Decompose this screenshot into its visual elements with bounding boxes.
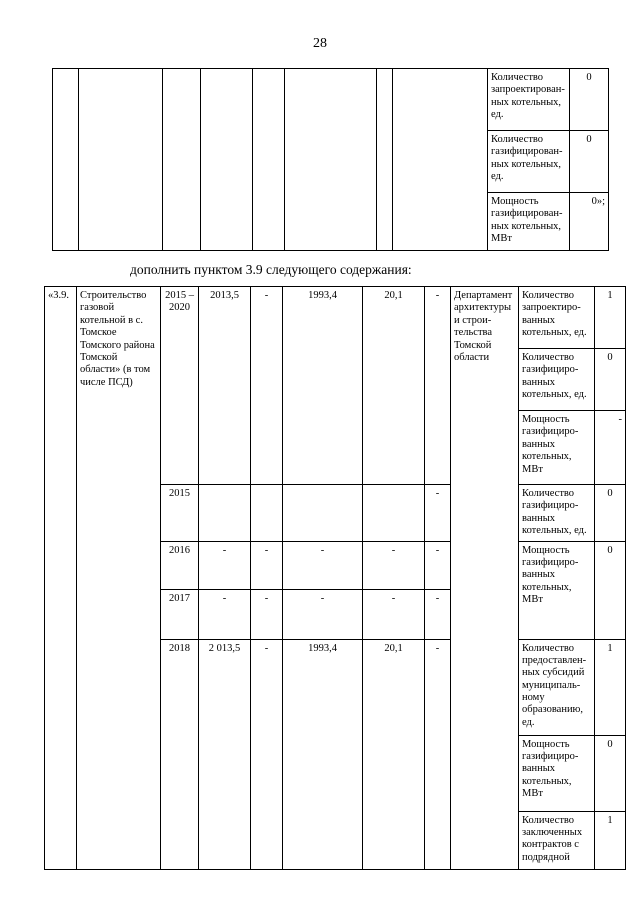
period-mun: - — [363, 541, 425, 589]
period-obl: 1993,4 — [283, 639, 363, 869]
value-cell: 0 — [570, 131, 609, 193]
item-number: «3.9. — [45, 287, 77, 870]
continuation-table — [52, 68, 609, 251]
indicator-cell: Количество запроектирован-ных котельных, ед. — [488, 69, 570, 131]
indicator-cell: Количество газифициро-ванных котельных, ед. — [519, 349, 595, 411]
period-total — [199, 485, 251, 542]
period-total: 2 013,5 — [199, 639, 251, 869]
value-cell: 0 — [595, 485, 626, 542]
period-vnb: - — [425, 639, 451, 869]
value-cell: 0 — [595, 349, 626, 411]
indicator-cell: Количество предоставлен-ных субсидий муниципаль-ному образованию, ед. — [519, 639, 595, 735]
period-fed: - — [251, 639, 283, 869]
period-obl — [283, 485, 363, 542]
period-year: 2015 – 2020 — [161, 287, 199, 485]
value-cell: 0»; — [570, 193, 609, 251]
intro-text: дополнить пунктом 3.9 следующего содержания: — [130, 262, 412, 277]
period-fed: - — [251, 589, 283, 639]
period-fed: - — [251, 287, 283, 485]
period-year: 2016 — [161, 541, 199, 589]
period-mun: 20,1 — [363, 639, 425, 869]
executor: Департамент архитектуры и строи-тельства Томской области — [451, 287, 519, 870]
item-name: Строительство газовой котельной в с. Томское Томского района Томской области» (в том числе ПСД) — [77, 287, 161, 870]
indicator-cell: Количество газифициро-ванных котельных, ед. — [519, 485, 595, 542]
period-vnb: - — [425, 589, 451, 639]
table-row — [53, 69, 609, 131]
value-cell: 1 — [595, 811, 626, 869]
page-number: 28 — [313, 36, 327, 51]
period-year: 2015 — [161, 485, 199, 542]
period-obl: - — [283, 541, 363, 589]
period-obl: - — [283, 589, 363, 639]
indicator-cell: Мощность газифициро-ванных котельных, МВт — [519, 411, 595, 485]
value-cell: - — [595, 411, 626, 485]
period-vnb: - — [425, 541, 451, 589]
period-fed — [251, 485, 283, 542]
period-obl: 1993,4 — [283, 287, 363, 485]
indicator-cell: Количество запроектиро-ванных котельных, ед. — [519, 287, 595, 349]
value-cell: 1 — [595, 639, 626, 735]
indicator-cell: Количество заключенных контрактов с подрядной — [519, 811, 595, 869]
indicator-cell: Мощность газифицирован-ных котельных, МВт — [488, 193, 570, 251]
indicator-cell: Мощность газифициро-ванных котельных, МВт — [519, 541, 595, 639]
value-cell: 0 — [595, 541, 626, 639]
period-total: 2013,5 — [199, 287, 251, 485]
period-mun: - — [363, 589, 425, 639]
period-mun — [363, 485, 425, 542]
value-cell: 0 — [595, 735, 626, 811]
indicator-cell: Мощность газифициро-ванных котельных, МВт — [519, 735, 595, 811]
period-year: 2018 — [161, 639, 199, 869]
period-total: - — [199, 541, 251, 589]
item-table — [44, 286, 626, 870]
period-year: 2017 — [161, 589, 199, 639]
period-total: - — [199, 589, 251, 639]
period-vnb: - — [425, 485, 451, 542]
value-cell: 0 — [570, 69, 609, 131]
period-fed: - — [251, 541, 283, 589]
period-vnb: - — [425, 287, 451, 485]
period-mun: 20,1 — [363, 287, 425, 485]
value-cell: 1 — [595, 287, 626, 349]
indicator-cell: Количество газифицирован-ных котельных, ед. — [488, 131, 570, 193]
table-row — [45, 287, 626, 349]
